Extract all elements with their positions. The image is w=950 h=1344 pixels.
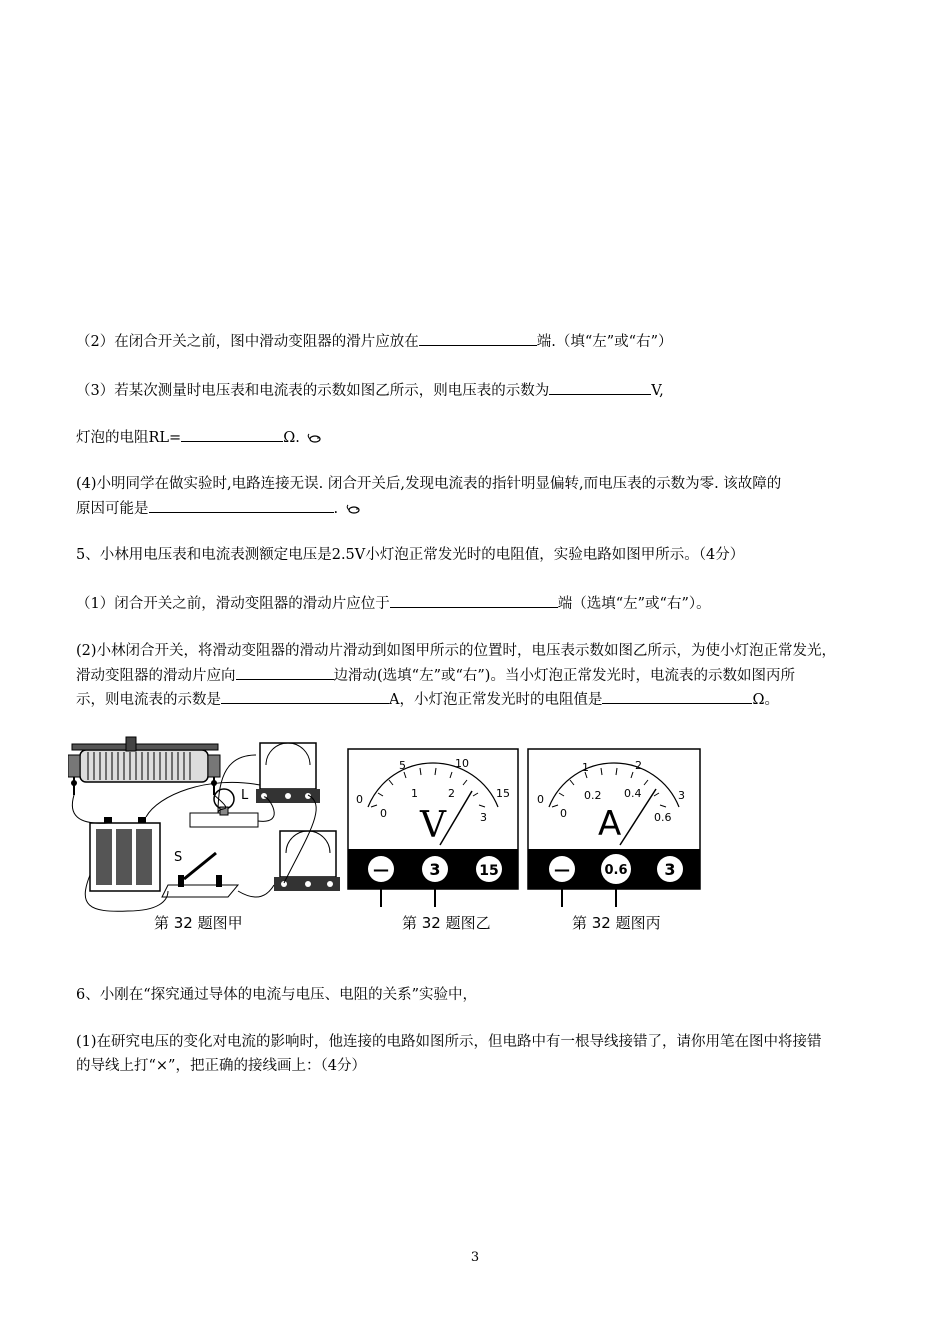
figure-caption-yi: 第 32 题图乙 <box>402 914 491 932</box>
figure-yi-voltmeter <box>348 749 518 907</box>
volt-terminal-label: — <box>373 860 389 879</box>
q4-part2 <box>76 330 673 353</box>
q4-part4-tail: . <box>333 501 339 517</box>
q6-title: 6、小刚在“探究通过导体的电流与电压、电阻的关系”实验中， <box>76 987 478 1003</box>
mouse-icon <box>345 504 361 514</box>
ammeter-letter: A <box>598 804 622 844</box>
q6-part1-line2: 的导线上打“×”，把正确的接线画上：（4分） <box>76 1058 366 1074</box>
q4-part3b-tail: Ω. <box>283 430 300 446</box>
volt-inner-tick: 2 <box>448 787 455 800</box>
q5-title: 5、小林用电压表和电流表测额定电压是2.5V小灯泡正常发光时的电阻值，实验电路如图甲所示。（4分） <box>76 547 745 563</box>
answer-blank[interactable] <box>181 426 283 442</box>
lamp <box>190 788 258 827</box>
volt-outer-tick: 5 <box>399 759 406 772</box>
amp-terminal-label: 3 <box>664 860 676 879</box>
q4-part3 <box>76 379 664 402</box>
q5-part2-line2 <box>76 664 795 687</box>
answer-blank[interactable] <box>221 688 389 704</box>
voltmeter-device <box>256 743 320 803</box>
amp-inner-tick: 0.4 <box>624 787 642 800</box>
q5-part2-line1: (2)小林闭合开关，将滑动变阻器的滑动片滑动到如图甲所示的位置时，电压表示数如图乙所示，为使小灯泡正常发光， <box>76 643 837 659</box>
q4-part4-line2 <box>76 497 361 520</box>
q4-part2-text: （2）在闭合开关之前，图中滑动变阻器的滑片应放在 <box>76 334 419 350</box>
answer-blank[interactable] <box>602 688 752 704</box>
amp-outer-tick: 0 <box>537 793 544 806</box>
q5-part1-text: （1）闭合开关之前，滑动变阻器的滑动片应位于 <box>76 596 390 612</box>
q5-part2-text: 滑动变阻器的滑动片应向 <box>76 668 236 684</box>
volt-terminal-label: 3 <box>429 860 441 879</box>
amp-outer-tick: 2 <box>635 759 642 772</box>
battery <box>90 817 160 891</box>
volt-outer-tick: 10 <box>455 757 469 770</box>
q4-part3b-text: 灯泡的电阻RL= <box>76 430 182 446</box>
lamp-label: L <box>241 788 249 803</box>
answer-blank[interactable] <box>149 497 334 513</box>
figure-caption-bing: 第 32 题图丙 <box>572 914 661 932</box>
q4-part3-tail: V, <box>651 383 664 399</box>
mouse-icon <box>306 433 322 443</box>
q5-part2-mid: A，小灯泡正常发光时的电阻值是 <box>389 692 603 708</box>
page-number: 3 <box>470 1250 480 1265</box>
figure-jia <box>68 737 340 911</box>
volt-outer-tick: 15 <box>496 787 510 800</box>
q5-part2-end: Ω。 <box>752 692 780 708</box>
volt-inner-tick: 3 <box>480 811 487 824</box>
q5-part1-tail: 端（选填“左”或“右”）。 <box>557 596 711 612</box>
volt-terminal-label: 15 <box>479 863 499 879</box>
q5-part1 <box>76 592 711 615</box>
q5-part2-text3: 示，则电流表的示数是 <box>76 692 221 708</box>
q4-part3b <box>76 426 322 449</box>
switch <box>162 850 238 897</box>
amp-outer-tick: 3 <box>678 789 685 802</box>
answer-blank[interactable] <box>236 664 334 680</box>
volt-inner-tick: 0 <box>380 807 387 820</box>
answer-blank[interactable] <box>549 379 651 395</box>
amp-inner-tick: 0.2 <box>584 789 602 802</box>
answer-blank[interactable] <box>419 330 537 346</box>
amp-terminal-label: 0.6 <box>604 863 628 878</box>
volt-outer-tick: 0 <box>356 793 363 806</box>
switch-label: S <box>174 850 183 865</box>
q4-part4-line1: (4)小明同学在做实验时,电路连接无误. 闭合开关后,发现电流表的指针明显偏转,而电压表的示数为零. 该故障的 <box>76 476 782 492</box>
q5-part2-line3 <box>76 688 779 711</box>
figure-caption-jia: 第 32 题图甲 <box>154 914 243 932</box>
q6-part1-line1: (1)在研究电压的变化对电流的影响时，他连接的电路如图所示，但电路中有一根导线接错了，请你用笔在图中将接错 <box>76 1034 822 1050</box>
amp-terminal-label: — <box>554 860 570 879</box>
ammeter-device <box>274 831 340 891</box>
amp-inner-tick: 0 <box>560 807 567 820</box>
q5-part2-tail: 边滑动(选填“左”或“右”)。当小灯泡正常发光时，电流表的示数如图丙所 <box>333 668 795 684</box>
answer-blank[interactable] <box>390 592 558 608</box>
volt-inner-tick: 1 <box>411 787 418 800</box>
amp-outer-tick: 1 <box>582 761 589 774</box>
amp-inner-tick: 0.6 <box>654 811 672 824</box>
figure-bing-ammeter <box>528 749 700 907</box>
q4-part4-text: 原因可能是 <box>76 501 149 517</box>
q4-part2-tail: 端.（填“左”或“右”） <box>536 334 673 350</box>
voltmeter-letter: V <box>420 805 446 846</box>
q4-part3-text: （3）若某次测量时电压表和电流表的示数如图乙所示，则电压表的示数为 <box>76 383 550 399</box>
